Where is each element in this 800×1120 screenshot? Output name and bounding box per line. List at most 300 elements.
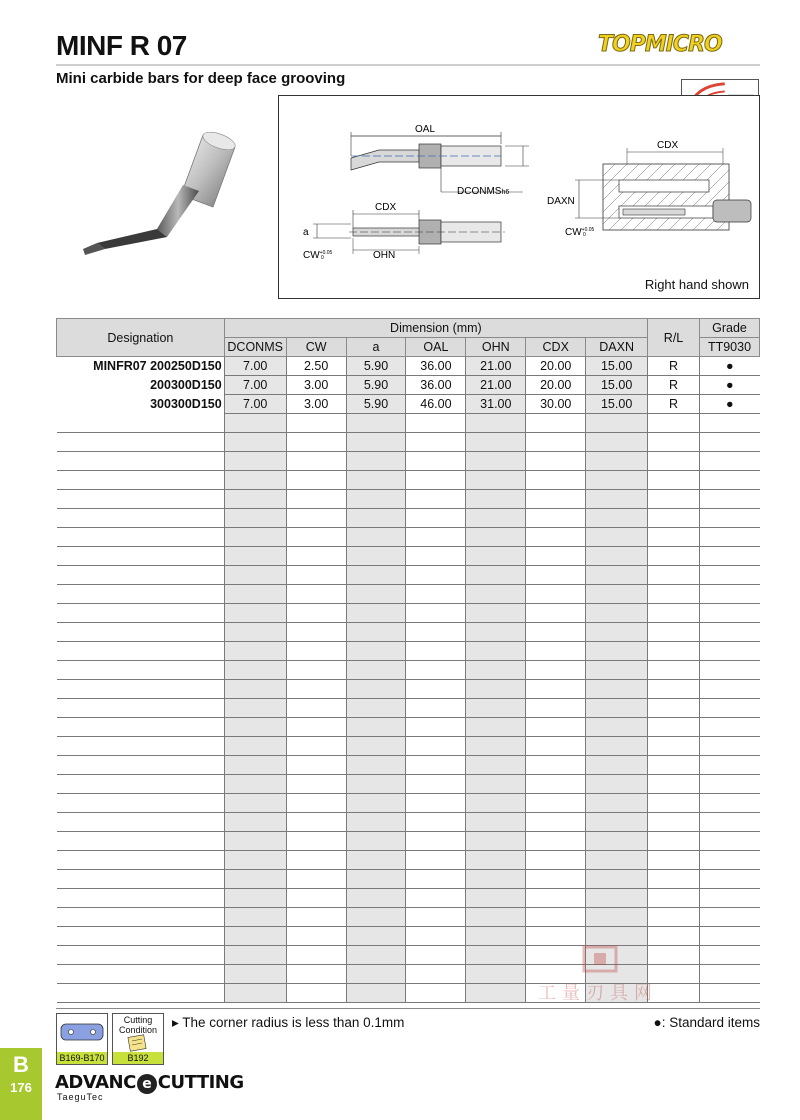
cell-designation — [57, 794, 225, 813]
cell-cw — [286, 718, 346, 737]
cell-cdx — [526, 433, 586, 452]
cell-a: 5.90 — [346, 357, 406, 376]
cell-a — [346, 490, 406, 509]
empty-table-row — [57, 566, 760, 585]
cell-cdx — [526, 623, 586, 642]
cell-daxn — [586, 433, 648, 452]
cell-cdx — [526, 414, 586, 433]
cell-daxn — [586, 832, 648, 851]
cell-ohn — [466, 604, 526, 623]
cell-oal — [406, 699, 466, 718]
cell-a — [346, 566, 406, 585]
holder-ref-label: B169-B170 — [57, 1052, 107, 1064]
cell-a — [346, 870, 406, 889]
cell-daxn: 15.00 — [586, 395, 648, 414]
cell-cdx — [526, 490, 586, 509]
cell-cdx — [526, 718, 586, 737]
cell-grade-tt9030 — [699, 623, 759, 642]
cell-rl — [648, 509, 700, 528]
cell-grade-tt9030: ● — [699, 376, 759, 395]
cell-daxn — [586, 851, 648, 870]
cell-a — [346, 775, 406, 794]
cell-daxn — [586, 414, 648, 433]
cell-dconms — [224, 547, 286, 566]
cell-grade-tt9030 — [699, 927, 759, 946]
cell-ohn — [466, 509, 526, 528]
standard-items-legend: ●: Standard items — [653, 1015, 760, 1030]
cell-cw — [286, 471, 346, 490]
cell-ohn — [466, 623, 526, 642]
col-designation: Designation — [57, 319, 225, 357]
cell-oal — [406, 737, 466, 756]
empty-table-row — [57, 756, 760, 775]
cell-cw — [286, 756, 346, 775]
cell-oal — [406, 642, 466, 661]
empty-table-row — [57, 414, 760, 433]
col-cw: CW — [286, 338, 346, 357]
cell-oal — [406, 756, 466, 775]
cell-a — [346, 699, 406, 718]
cell-designation — [57, 813, 225, 832]
cell-a — [346, 737, 406, 756]
brand-logo — [598, 32, 722, 57]
cell-grade-tt9030 — [699, 984, 759, 1003]
cell-ohn — [466, 775, 526, 794]
cell-cw: 3.00 — [286, 376, 346, 395]
cell-cdx — [526, 775, 586, 794]
cell-daxn — [586, 908, 648, 927]
cell-rl — [648, 604, 700, 623]
label-ohn: OHN — [373, 250, 396, 261]
cell-cw — [286, 547, 346, 566]
cell-dconms — [224, 642, 286, 661]
cell-cdx — [526, 851, 586, 870]
cell-cw — [286, 509, 346, 528]
cell-ohn — [466, 908, 526, 927]
cell-oal — [406, 490, 466, 509]
cutting-condition-icon — [113, 1014, 163, 1054]
cell-a — [346, 718, 406, 737]
empty-table-row — [57, 661, 760, 680]
cell-dconms — [224, 984, 286, 1003]
empty-table-row — [57, 699, 760, 718]
cell-ohn — [466, 737, 526, 756]
cell-ohn — [466, 528, 526, 547]
cell-grade-tt9030 — [699, 965, 759, 984]
brand-logo-part2: MICRO — [644, 32, 722, 57]
table-row — [57, 357, 760, 376]
taegutec-logo: TaeguTec — [57, 1092, 104, 1102]
cell-rl: R — [648, 395, 700, 414]
table-row — [57, 395, 760, 414]
cell-a — [346, 433, 406, 452]
cell-daxn: 15.00 — [586, 357, 648, 376]
cell-grade-tt9030 — [699, 471, 759, 490]
cell-rl — [648, 851, 700, 870]
cell-a: 5.90 — [346, 395, 406, 414]
cell-grade-tt9030 — [699, 908, 759, 927]
cell-a — [346, 604, 406, 623]
cell-ohn — [466, 832, 526, 851]
cell-oal: 36.00 — [406, 376, 466, 395]
cell-cw — [286, 452, 346, 471]
cell-designation — [57, 509, 225, 528]
cell-rl — [648, 908, 700, 927]
cell-rl — [648, 661, 700, 680]
cell-daxn — [586, 718, 648, 737]
cell-grade-tt9030 — [699, 414, 759, 433]
cell-oal — [406, 452, 466, 471]
label-cw: $CW^{+0.05}$ — [303, 250, 333, 261]
cell-ohn — [466, 870, 526, 889]
cell-rl — [648, 452, 700, 471]
cell-dconms — [224, 433, 286, 452]
empty-table-row — [57, 547, 760, 566]
cell-cdx — [526, 509, 586, 528]
empty-table-row — [57, 452, 760, 471]
col-rl: R/L — [648, 319, 700, 357]
cell-rl — [648, 927, 700, 946]
cell-cw: 3.00 — [286, 395, 346, 414]
cell-rl — [648, 680, 700, 699]
right-hand-caption: Right hand shown — [644, 277, 749, 292]
cell-dconms — [224, 699, 286, 718]
cell-daxn — [586, 889, 648, 908]
cell-rl — [648, 566, 700, 585]
cell-ohn — [466, 946, 526, 965]
cell-a — [346, 851, 406, 870]
cell-cdx — [526, 870, 586, 889]
cell-cdx — [526, 832, 586, 851]
empty-table-row — [57, 775, 760, 794]
cell-grade-tt9030 — [699, 756, 759, 775]
cell-grade-tt9030 — [699, 547, 759, 566]
cell-ohn — [466, 490, 526, 509]
cell-dconms — [224, 775, 286, 794]
cell-daxn — [586, 737, 648, 756]
title-divider — [56, 64, 760, 66]
cell-ohn — [466, 851, 526, 870]
empty-table-row — [57, 604, 760, 623]
cell-grade-tt9030 — [699, 528, 759, 547]
cell-cdx: 20.00 — [526, 376, 586, 395]
empty-table-row — [57, 870, 760, 889]
cell-cw — [286, 699, 346, 718]
cell-oal — [406, 870, 466, 889]
cell-oal — [406, 927, 466, 946]
cell-daxn — [586, 528, 648, 547]
cell-designation — [57, 832, 225, 851]
cell-oal — [406, 889, 466, 908]
cell-designation — [57, 452, 225, 471]
cell-oal — [406, 832, 466, 851]
cell-dconms — [224, 471, 286, 490]
cell-dconms — [224, 604, 286, 623]
col-a: a — [346, 338, 406, 357]
label-cw-section: $CW^{+0.05}$ — [565, 227, 595, 238]
empty-table-row — [57, 490, 760, 509]
cell-oal — [406, 585, 466, 604]
cell-cdx — [526, 927, 586, 946]
cell-dconms — [224, 756, 286, 775]
cell-dconms — [224, 794, 286, 813]
cell-designation — [57, 908, 225, 927]
cell-rl — [648, 870, 700, 889]
watermark-text: 工量刃具网 — [538, 983, 658, 1004]
cell-oal — [406, 718, 466, 737]
holder-icon — [57, 1014, 107, 1050]
cell-ohn — [466, 452, 526, 471]
cell-cdx: 20.00 — [526, 357, 586, 376]
empty-table-row — [57, 794, 760, 813]
cell-rl — [648, 585, 700, 604]
col-dimension-group: Dimension (mm) — [224, 319, 647, 338]
cell-ohn — [466, 433, 526, 452]
cell-ohn — [466, 566, 526, 585]
cell-designation — [57, 965, 225, 984]
cell-oal — [406, 566, 466, 585]
cell-a — [346, 889, 406, 908]
cell-cdx — [526, 642, 586, 661]
cell-cw — [286, 927, 346, 946]
cell-dconms — [224, 509, 286, 528]
cell-ohn — [466, 718, 526, 737]
cell-cw — [286, 984, 346, 1003]
cell-designation — [57, 414, 225, 433]
cell-cw — [286, 680, 346, 699]
cell-oal — [406, 433, 466, 452]
cutting-condition-ref: B192 — [113, 1052, 163, 1064]
page-subtitle: Mini carbide bars for deep face grooving — [56, 70, 346, 87]
cell-daxn — [586, 775, 648, 794]
cell-ohn — [466, 794, 526, 813]
cell-cdx — [526, 452, 586, 471]
specification-table — [56, 318, 760, 1003]
cell-rl — [648, 794, 700, 813]
cell-designation — [57, 528, 225, 547]
cell-daxn — [586, 661, 648, 680]
cell-rl — [648, 433, 700, 452]
cell-rl — [648, 775, 700, 794]
cell-ohn — [466, 585, 526, 604]
cell-designation — [57, 547, 225, 566]
cell-designation — [57, 623, 225, 642]
cell-daxn — [586, 452, 648, 471]
cell-designation — [57, 718, 225, 737]
top-view-ohn — [303, 202, 505, 261]
cell-grade-tt9030 — [699, 433, 759, 452]
cell-a — [346, 528, 406, 547]
cell-a — [346, 680, 406, 699]
side-view-oal — [351, 124, 529, 197]
cell-cw — [286, 813, 346, 832]
cell-ohn — [466, 414, 526, 433]
cell-designation — [57, 490, 225, 509]
cell-designation — [57, 680, 225, 699]
cell-dconms — [224, 851, 286, 870]
cell-daxn — [586, 490, 648, 509]
cell-a — [346, 414, 406, 433]
cell-cw — [286, 908, 346, 927]
cell-cdx — [526, 661, 586, 680]
col-grade: Grade — [699, 319, 759, 338]
col-dconms: DCONMS — [224, 338, 286, 357]
section-view — [547, 140, 751, 238]
cell-oal — [406, 965, 466, 984]
empty-table-row — [57, 908, 760, 927]
cell-dconms — [224, 832, 286, 851]
cell-oal — [406, 528, 466, 547]
cell-dconms — [224, 927, 286, 946]
cell-cw — [286, 851, 346, 870]
cell-rl — [648, 756, 700, 775]
cell-a — [346, 623, 406, 642]
cell-designation — [57, 604, 225, 623]
cell-grade-tt9030 — [699, 946, 759, 965]
section-tab — [0, 1048, 42, 1120]
col-oal: OAL — [406, 338, 466, 357]
cell-cw — [286, 775, 346, 794]
table-body — [57, 357, 760, 1003]
cell-dconms — [224, 585, 286, 604]
cell-designation — [57, 775, 225, 794]
cutting-condition-reference[interactable] — [112, 1013, 164, 1065]
cell-cw: 2.50 — [286, 357, 346, 376]
cell-daxn — [586, 927, 648, 946]
cell-cdx — [526, 680, 586, 699]
cell-cdx — [526, 585, 586, 604]
cell-cw — [286, 566, 346, 585]
label-cdx-section: CDX — [657, 140, 679, 151]
cell-designation — [57, 851, 225, 870]
cell-designation — [57, 756, 225, 775]
cell-ohn — [466, 813, 526, 832]
cell-grade-tt9030 — [699, 794, 759, 813]
cell-grade-tt9030 — [699, 585, 759, 604]
cell-oal — [406, 623, 466, 642]
cell-daxn — [586, 509, 648, 528]
cell-cw — [286, 585, 346, 604]
cell-dconms — [224, 718, 286, 737]
cell-rl: R — [648, 376, 700, 395]
cell-oal — [406, 509, 466, 528]
cell-ohn — [466, 547, 526, 566]
cell-grade-tt9030: ● — [699, 395, 759, 414]
cell-a — [346, 794, 406, 813]
cell-dconms — [224, 528, 286, 547]
col-tt9030: TT9030 — [699, 338, 759, 357]
cell-daxn — [586, 813, 648, 832]
cell-designation — [57, 737, 225, 756]
empty-table-row — [57, 623, 760, 642]
cell-cdx — [526, 756, 586, 775]
cell-dconms: 7.00 — [224, 395, 286, 414]
cell-rl — [648, 889, 700, 908]
cell-cdx — [526, 604, 586, 623]
cell-a — [346, 813, 406, 832]
cell-cw — [286, 889, 346, 908]
cell-designation: 300300D150 — [150, 397, 222, 411]
cell-oal — [406, 984, 466, 1003]
empty-table-row — [57, 813, 760, 832]
empty-table-row — [57, 433, 760, 452]
cell-cdx — [526, 699, 586, 718]
cell-grade-tt9030 — [699, 604, 759, 623]
cell-rl — [648, 813, 700, 832]
cell-cw — [286, 623, 346, 642]
cell-dconms — [224, 452, 286, 471]
cell-designation — [57, 585, 225, 604]
cell-a — [346, 509, 406, 528]
watermark — [530, 945, 680, 1005]
cell-ohn: 21.00 — [466, 357, 526, 376]
cell-dconms — [224, 908, 286, 927]
cell-oal — [406, 471, 466, 490]
cell-rl — [648, 623, 700, 642]
cell-daxn — [586, 547, 648, 566]
cell-dconms — [224, 566, 286, 585]
cell-dconms — [224, 813, 286, 832]
cell-cdx — [526, 737, 586, 756]
cell-a — [346, 661, 406, 680]
cell-cdx — [526, 794, 586, 813]
cell-grade-tt9030 — [699, 832, 759, 851]
cell-ohn — [466, 889, 526, 908]
cell-daxn — [586, 699, 648, 718]
cell-dconms — [224, 680, 286, 699]
corner-radius-note: ▸ The corner radius is less than 0.1mm — [172, 1015, 405, 1030]
cell-oal — [406, 680, 466, 699]
cell-grade-tt9030 — [699, 851, 759, 870]
watermark-logo — [580, 945, 620, 973]
cell-cw — [286, 794, 346, 813]
cell-rl — [648, 528, 700, 547]
empty-table-row — [57, 737, 760, 756]
cell-rl — [648, 699, 700, 718]
cell-daxn — [586, 794, 648, 813]
cell-a — [346, 832, 406, 851]
empty-table-row — [57, 927, 760, 946]
cell-cw — [286, 965, 346, 984]
cell-dconms: 7.00 — [224, 357, 286, 376]
cell-dconms — [224, 946, 286, 965]
cell-grade-tt9030 — [699, 661, 759, 680]
cell-designation — [57, 642, 225, 661]
cell-cdx — [526, 566, 586, 585]
cell-daxn — [586, 642, 648, 661]
cell-ohn — [466, 927, 526, 946]
cell-a — [346, 946, 406, 965]
cell-grade-tt9030 — [699, 509, 759, 528]
cell-ohn — [466, 642, 526, 661]
footer-divider — [56, 1008, 760, 1009]
product-photo — [75, 125, 255, 265]
cell-cdx — [526, 547, 586, 566]
cell-daxn — [586, 604, 648, 623]
cell-cw — [286, 946, 346, 965]
cell-rl — [648, 718, 700, 737]
cell-daxn — [586, 471, 648, 490]
cell-cw — [286, 642, 346, 661]
holder-reference[interactable] — [56, 1013, 108, 1065]
empty-table-row — [57, 509, 760, 528]
cell-a — [346, 984, 406, 1003]
cell-grade-tt9030 — [699, 642, 759, 661]
cell-cw — [286, 414, 346, 433]
cell-rl: R — [648, 357, 700, 376]
cell-oal — [406, 661, 466, 680]
cell-daxn — [586, 756, 648, 775]
